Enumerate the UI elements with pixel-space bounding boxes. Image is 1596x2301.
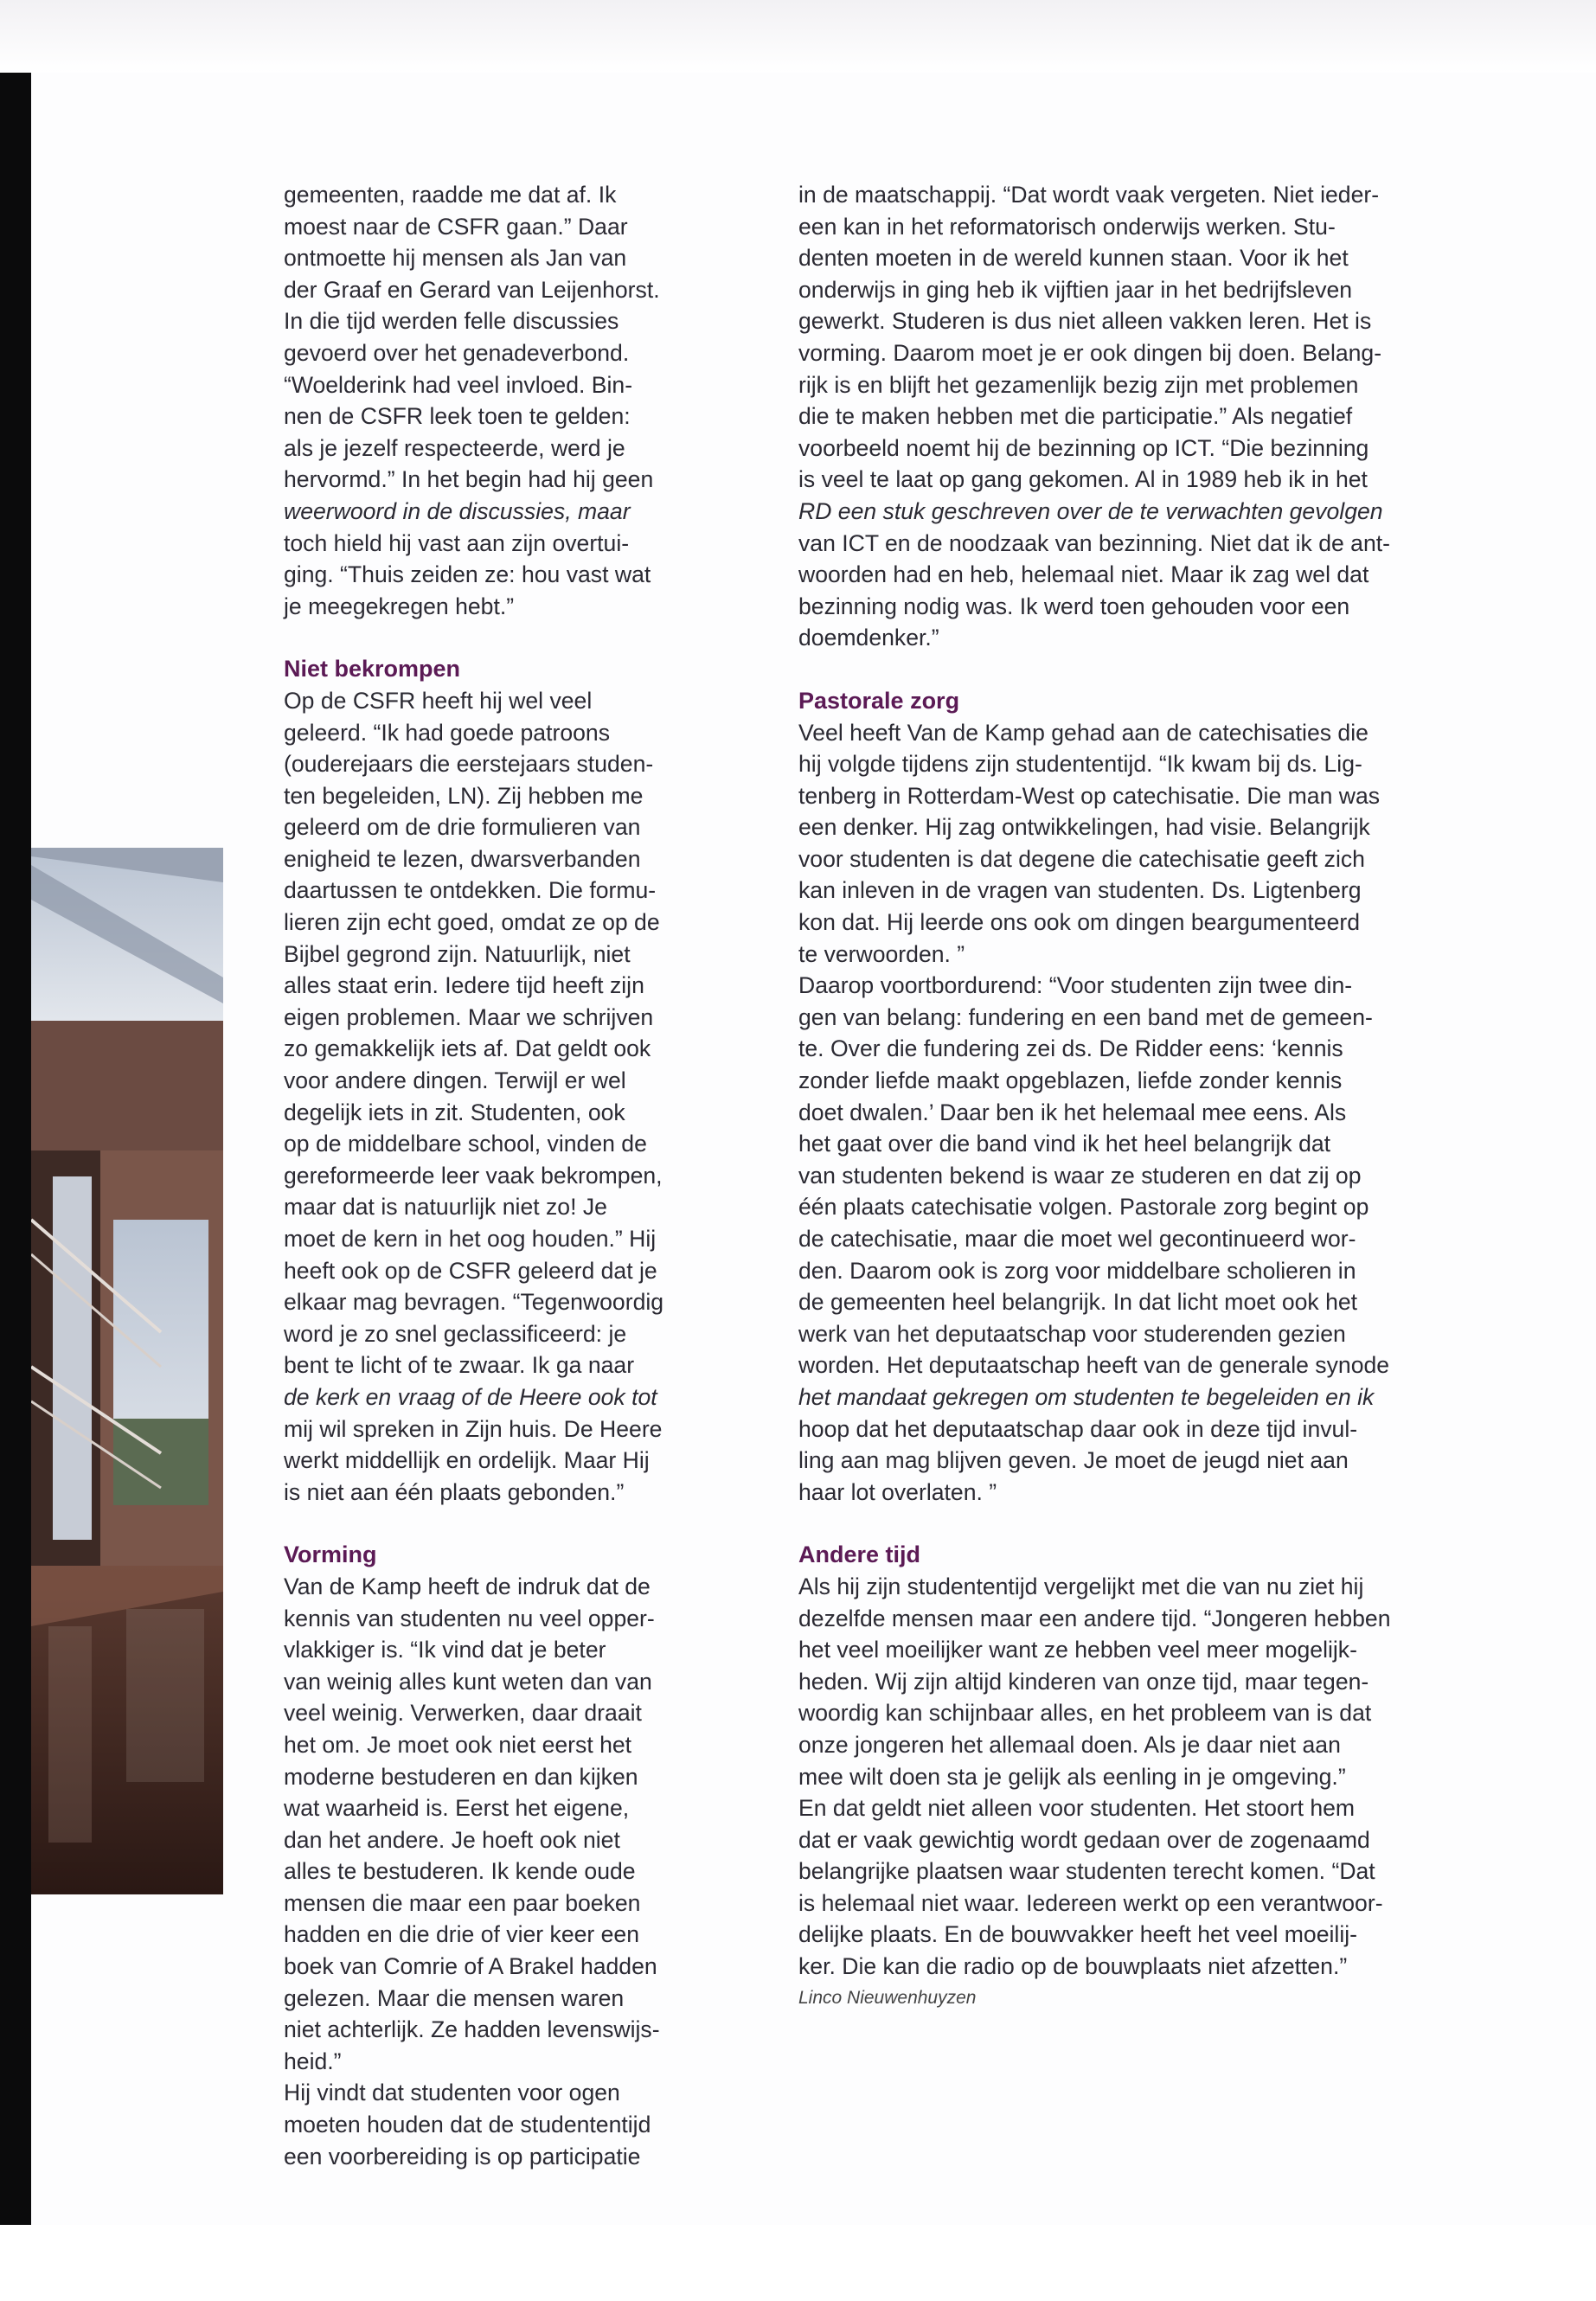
text-line: gemeenten, raadde me dat af. Ik	[284, 182, 617, 208]
text-line: voorbeeld noemt hij de bezinning op ICT. “Die bezinning	[798, 434, 1369, 461]
text-line: is niet aan één plaats gebonden.”	[284, 1478, 625, 1505]
text-line: “Woelderink had veel invloed. Bin-	[284, 371, 633, 398]
text-line: veel weinig. Verwerken, daar draait	[284, 1700, 642, 1727]
text-line: één plaats catechisatie volgen. Pastorale zorg begint op	[798, 1194, 1369, 1221]
text-line: daartussen te ontdekken. Die formu-	[284, 877, 657, 904]
text-line: het mandaat gekregen om studenten te begeleiden en ik	[798, 1383, 1375, 1410]
text-line: te verwoorden. ”	[798, 940, 965, 967]
text-line: je meegekregen hebt.”	[284, 593, 515, 619]
text-line: RD een stuk geschreven over de te verwachten gevolgen	[798, 497, 1383, 524]
text-line: weerwoord in de discussies, maar	[284, 497, 631, 524]
text-line: (ouderejaars die eerstejaars studen-	[284, 751, 654, 778]
text-line: onze jongeren het allemaal doen. Als je daar niet aan	[798, 1731, 1341, 1758]
author-byline: Linco Nieuwenhuyzen	[798, 1987, 977, 2008]
text-line: Hij vindt dat studenten voor ogen	[284, 2080, 620, 2106]
text-line: rijk is en blijft het gezamenlijk bezig zijn met problemen	[798, 371, 1359, 398]
text-line: hij volgde tijdens zijn studententijd. “Ik kwam bij ds. Lig-	[798, 751, 1362, 778]
text-line: dezelfde mensen maar een andere tijd. “Jongeren hebben	[798, 1605, 1391, 1631]
text-line: woorden had en heb, helemaal niet. Maar ik zag wel dat	[798, 561, 1369, 588]
text-line: tenberg in Rotterdam-West op catechisatie. Die man was	[798, 782, 1381, 809]
text-line: eigen problemen. Maar we schrijven	[284, 1003, 654, 1030]
left-paragraph-1	[284, 179, 747, 622]
text-line: niet achterlijk. Ze hadden levenswijs-	[284, 2016, 660, 2043]
text-line: En dat geldt niet alleen voor studenten. Het stoort hem	[798, 1795, 1356, 1822]
heading-niet-bekrompen: Niet bekrompen	[284, 656, 461, 683]
text-line: den. Daarom ook is zorg voor middelbare scholieren in	[798, 1257, 1356, 1284]
right-paragraph-1	[798, 179, 1477, 654]
text-line: hoop dat het deputaatschap daar ook in deze tijd invul-	[798, 1415, 1358, 1442]
text-line: haar lot overlaten. ”	[798, 1478, 997, 1505]
text-line: toch hield hij vast aan zijn overtui-	[284, 529, 630, 556]
text-line: Van de Kamp heeft de indruk dat de	[284, 1573, 651, 1599]
text-line: heden. Wij zijn altijd kinderen van onze tijd, maar tegen-	[798, 1668, 1369, 1695]
text-line: geleerd. “Ik had goede patroons	[284, 719, 611, 746]
text-line: moet de kern in het oog houden.” Hij	[284, 1226, 657, 1252]
text-line: der Graaf en Gerard van Leijenhorst.	[284, 276, 660, 303]
text-line: het gaat over die band vind ik het heel belangrijk dat	[798, 1131, 1331, 1157]
text-line: ker. Die kan die radio op de bouwplaats niet afzetten.”	[798, 1953, 1348, 1980]
text-line: denten moeten in de wereld kunnen staan. Voor ik het	[798, 245, 1349, 272]
text-line: vorming. Daarom moet je er ook dingen bij doen. Belang-	[798, 339, 1382, 366]
text-line: ontmoette hij mensen als Jan van	[284, 245, 627, 272]
text-line: Als hij zijn studententijd vergelijkt met die van nu ziet hij	[798, 1573, 1364, 1599]
text-line: enigheid te lezen, dwarsverbanden	[284, 845, 641, 872]
text-line: als je jezelf respecteerde, werd je	[284, 434, 625, 461]
scan-left-edge	[0, 73, 31, 2225]
text-line: kan inleven in de vragen van studenten. Ds. Ligtenberg	[798, 877, 1362, 904]
text-line: woordig kan schijnbaar alles, en het probleem van is dat	[798, 1700, 1372, 1727]
heading-andere-tijd: Andere tijd	[798, 1541, 921, 1568]
text-line: doemdenker.”	[798, 625, 939, 651]
text-line: zo gemakkelijk iets af. Dat geldt ook	[284, 1035, 651, 1062]
text-line: Veel heeft Van de Kamp gehad aan de catechisaties die	[798, 719, 1368, 746]
text-line: bent te licht of te zwaar. Ik ga naar	[284, 1352, 635, 1379]
text-line: het om. Je moet ook niet eerst het	[284, 1731, 632, 1758]
text-line: delijke plaats. En de bouwvakker heeft het veel moeilij-	[798, 1921, 1357, 1948]
text-line: de gemeenten heel belangrijk. In dat licht moet ook het	[798, 1289, 1358, 1316]
text-line: werk van het deputaatschap voor studerenden gezien	[798, 1320, 1346, 1347]
left-paragraph-3	[284, 1571, 747, 2172]
text-line: bezinning nodig was. Ik werd toen gehouden voor een	[798, 593, 1350, 619]
text-line: nen de CSFR leek toen te gelden:	[284, 403, 631, 430]
text-line: mee wilt doen sta je gelijk als eenling in je omgeving.”	[798, 1763, 1346, 1790]
text-line: vlakkiger is. “Ik vind dat je beter	[284, 1637, 606, 1663]
text-line: werkt middellijk en ordelijk. Maar Hij	[284, 1447, 650, 1474]
left-paragraph-2	[284, 685, 747, 1508]
text-line: lieren zijn echt goed, omdat ze op de	[284, 909, 660, 936]
text-line: moderne bestuderen en dan kijken	[284, 1763, 638, 1790]
right-column	[798, 179, 1477, 2014]
text-line: belangrijke plaatsen waar studenten terecht komen. “Dat	[798, 1858, 1375, 1885]
text-line: gewerkt. Studeren is dus niet alleen vakken leren. Het is	[798, 308, 1372, 335]
text-line: gevoerd over het genadeverbond.	[284, 339, 630, 366]
text-line: op de middelbare school, vinden de	[284, 1131, 647, 1157]
text-line: doet dwalen.’ Daar ben ik het helemaal mee eens. Als	[798, 1099, 1347, 1125]
right-paragraph-3	[798, 1571, 1477, 1983]
text-line: te. Over die fundering zei ds. De Ridder eens: ‘kennis	[798, 1035, 1343, 1062]
text-line: dan het andere. Je hoeft ook niet	[284, 1826, 620, 1853]
text-line: worden. Het deputaatschap heeft van de generale synode	[798, 1352, 1390, 1379]
heading-vorming: Vorming	[284, 1541, 377, 1568]
text-line: degelijk iets in zit. Studenten, ook	[284, 1099, 625, 1125]
scan-top-margin	[0, 0, 1596, 73]
text-line: het veel moeilijker want ze hebben veel meer mogelijk-	[798, 1637, 1357, 1663]
text-line: een kan in het reformatorisch onderwijs werken. Stu-	[798, 213, 1336, 240]
text-line: mij wil spreken in Zijn huis. De Heere	[284, 1415, 663, 1442]
text-line: ten begeleiden, LN). Zij hebben me	[284, 782, 644, 809]
text-line: gen van belang: fundering en een band met de gemeen-	[798, 1003, 1373, 1030]
text-line: moest naar de CSFR gaan.” Daar	[284, 213, 628, 240]
text-line: dat er vaak gewichtig wordt gedaan over de zogenaamd	[798, 1826, 1370, 1853]
text-line: wat waarheid is. Eerst het eigene,	[284, 1795, 630, 1822]
text-line: een denker. Hij zag ontwikkelingen, had visie. Belangrijk	[798, 814, 1370, 841]
text-line: zonder liefde maakt opgeblazen, liefde zonder kennis	[798, 1067, 1343, 1094]
text-line: maar dat is natuurlijk niet zo! Je	[284, 1194, 607, 1221]
text-line: ling aan mag blijven geven. Je moet de jeugd niet aan	[798, 1447, 1349, 1474]
text-line: die te maken hebben met die participatie.” Als negatief	[798, 403, 1353, 430]
text-line: geleerd om de drie formulieren van	[284, 814, 641, 841]
text-line: Op de CSFR heeft hij wel veel	[284, 687, 593, 714]
text-line: van weinig alles kunt weten dan van	[284, 1668, 652, 1695]
scan-bottom-margin	[0, 2225, 1596, 2301]
text-line: Bijbel gegrond zijn. Natuurlijk, niet	[284, 940, 631, 967]
text-line: is helemaal niet waar. Iedereen werkt op een verantwoor-	[798, 1889, 1383, 1916]
text-line: ging. “Thuis zeiden ze: hou vast wat	[284, 561, 651, 588]
text-line: word je zo snel geclassificeerd: je	[284, 1320, 627, 1347]
text-line: gereformeerde leer vaak bekrompen,	[284, 1162, 663, 1189]
text-line: gelezen. Maar die mensen waren	[284, 1984, 625, 2011]
text-line: voor andere dingen. Terwijl er wel	[284, 1067, 626, 1094]
text-line: alles staat erin. Iedere tijd heeft zijn	[284, 972, 644, 999]
text-line: in de maatschappij. “Dat wordt vaak vergeten. Niet ieder-	[798, 182, 1380, 208]
text-line: van ICT en de noodzaak van bezinning. Niet dat ik de ant-	[798, 529, 1390, 556]
left-column	[284, 179, 747, 2172]
heading-pastorale-zorg: Pastorale zorg	[798, 687, 960, 714]
text-line: alles te bestuderen. Ik kende oude	[284, 1858, 636, 1885]
text-line: hervormd.” In het begin had hij geen	[284, 466, 654, 493]
right-paragraph-2	[798, 717, 1477, 1509]
text-line: boek van Comrie of A Brakel hadden	[284, 1953, 657, 1980]
text-line: heeft ook op de CSFR geleerd dat je	[284, 1257, 657, 1284]
text-line: moeten houden dat de studententijd	[284, 2112, 651, 2138]
text-line: In die tijd werden felle discussies	[284, 308, 619, 335]
text-line: een voorbereiding is op participatie	[284, 2143, 641, 2170]
text-line: onderwijs in ging heb ik vijftien jaar in het bedrijfsleven	[798, 276, 1353, 303]
text-line: van studenten bekend is waar ze studeren en dat zij op	[798, 1162, 1362, 1189]
interior-photo	[31, 848, 223, 1894]
text-line: hadden en die drie of vier keer een	[284, 1921, 640, 1948]
text-line: Daarop voortbordurend: “Voor studenten zijn twee din-	[798, 972, 1353, 999]
text-line: heid.”	[284, 2048, 342, 2074]
text-line: kennis van studenten nu veel opper-	[284, 1605, 655, 1631]
text-line: voor studenten is dat degene die catechisatie geeft zich	[798, 845, 1365, 872]
text-line: mensen die maar een paar boeken	[284, 1889, 641, 1916]
text-line: elkaar mag bevragen. “Tegenwoordig	[284, 1289, 664, 1316]
text-line: de kerk en vraag of de Heere ook tot	[284, 1383, 657, 1410]
text-line: is veel te laat op gang gekomen. Al in 1989 heb ik in het	[798, 466, 1368, 493]
text-line: kon dat. Hij leerde ons ook om dingen beargumenteerd	[798, 909, 1361, 936]
text-line: de catechisatie, maar die moet wel gecontinueerd wor-	[798, 1226, 1356, 1252]
